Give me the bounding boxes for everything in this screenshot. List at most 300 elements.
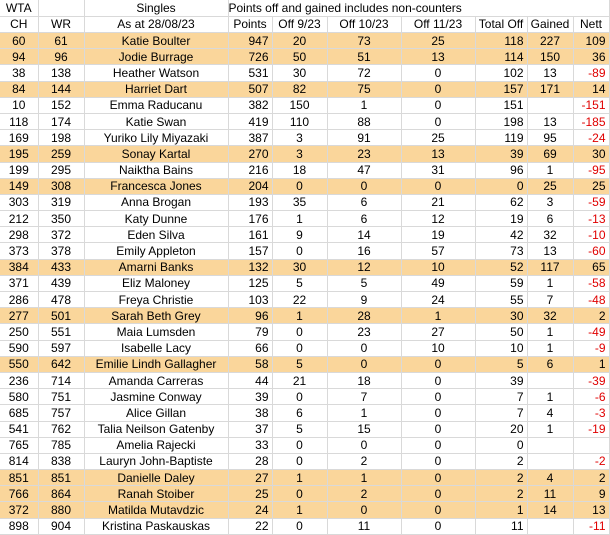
cell-name: Talia Neilson Gatenby [84, 421, 228, 437]
cell-name: Anna Brogan [84, 194, 228, 210]
header-off-11: Off 11/23 [401, 16, 475, 33]
cell-nett: 65 [573, 259, 609, 275]
table-row [0, 65, 609, 81]
cell-gained: 13 [527, 65, 573, 81]
cell-name: Lauryn John-Baptiste [84, 453, 228, 469]
cell-off-10: 72 [327, 65, 401, 81]
cell-wr: 751 [38, 389, 84, 405]
cell-points: 161 [228, 227, 272, 243]
header-nett: Nett [573, 16, 609, 33]
table-row [0, 518, 609, 534]
cell-total-off: 30 [475, 308, 527, 324]
cell-off-10: 15 [327, 421, 401, 437]
cell-wr: 198 [38, 130, 84, 146]
cell-off-9: 30 [272, 65, 327, 81]
cell-total-off: 0 [475, 437, 527, 453]
cell-off-10: 0 [327, 340, 401, 356]
cell-nett: 13 [573, 502, 609, 518]
cell-name: Freya Christie [84, 292, 228, 308]
header-points-note: Points off and gained includes non-counters [228, 0, 609, 16]
cell-off-10: 47 [327, 162, 401, 178]
cell-nett: 2 [573, 470, 609, 486]
cell-gained [527, 372, 573, 388]
cell-off-10: 12 [327, 259, 401, 275]
cell-off-11: 31 [401, 162, 475, 178]
cell-name: Harriet Dart [84, 81, 228, 97]
cell-gained: 227 [527, 33, 573, 49]
cell-gained [527, 518, 573, 534]
cell-total-off: 2 [475, 486, 527, 502]
cell-wta: 149 [0, 178, 38, 194]
header-singles: Singles [84, 0, 228, 16]
cell-wta: 384 [0, 259, 38, 275]
table-row [0, 470, 609, 486]
cell-points: 382 [228, 97, 272, 113]
cell-off-10: 6 [327, 194, 401, 210]
cell-name: Katie Boulter [84, 33, 228, 49]
cell-wta: 169 [0, 130, 38, 146]
cell-wta: 685 [0, 405, 38, 421]
table-row [0, 227, 609, 243]
cell-wta: 118 [0, 113, 38, 129]
cell-points: 157 [228, 243, 272, 259]
cell-nett: -151 [573, 97, 609, 113]
table-row [0, 372, 609, 388]
cell-off-9: 1 [272, 211, 327, 227]
cell-total-off: 198 [475, 113, 527, 129]
cell-nett: -60 [573, 243, 609, 259]
cell-wta: 199 [0, 162, 38, 178]
cell-off-10: 14 [327, 227, 401, 243]
cell-points: 193 [228, 194, 272, 210]
cell-points: 726 [228, 49, 272, 65]
cell-off-11: 0 [401, 470, 475, 486]
cell-total-off: 11 [475, 518, 527, 534]
cell-name: Francesca Jones [84, 178, 228, 194]
cell-off-10: 0 [327, 178, 401, 194]
cell-nett [573, 437, 609, 453]
cell-wta: 898 [0, 518, 38, 534]
table-row [0, 49, 609, 65]
cell-off-11: 12 [401, 211, 475, 227]
header-off-10: Off 10/23 [327, 16, 401, 33]
cell-off-11: 0 [401, 113, 475, 129]
cell-wta: 94 [0, 49, 38, 65]
cell-nett: -59 [573, 194, 609, 210]
table-row [0, 502, 609, 518]
cell-gained [527, 97, 573, 113]
cell-total-off: 96 [475, 162, 527, 178]
cell-off-9: 0 [272, 453, 327, 469]
cell-wta: 60 [0, 33, 38, 49]
table-row [0, 243, 609, 259]
cell-name: Yuriko Lily Miyazaki [84, 130, 228, 146]
cell-total-off: 62 [475, 194, 527, 210]
table-row [0, 453, 609, 469]
cell-off-9: 1 [272, 502, 327, 518]
table-row [0, 178, 609, 194]
cell-wr: 295 [38, 162, 84, 178]
cell-wta: 277 [0, 308, 38, 324]
cell-total-off: 157 [475, 81, 527, 97]
cell-total-off: 151 [475, 97, 527, 113]
cell-off-10: 2 [327, 453, 401, 469]
cell-off-11: 0 [401, 502, 475, 518]
cell-gained: 32 [527, 227, 573, 243]
cell-nett: -19 [573, 421, 609, 437]
cell-wr: 597 [38, 340, 84, 356]
cell-wta: 550 [0, 356, 38, 372]
header-off-9: Off 9/23 [272, 16, 327, 33]
table-row [0, 146, 609, 162]
table-row [0, 113, 609, 129]
cell-wta: 298 [0, 227, 38, 243]
cell-off-11: 10 [401, 340, 475, 356]
table-row [0, 340, 609, 356]
cell-points: 25 [228, 486, 272, 502]
cell-off-10: 73 [327, 33, 401, 49]
cell-off-10: 51 [327, 49, 401, 65]
cell-name: Eden Silva [84, 227, 228, 243]
cell-off-9: 50 [272, 49, 327, 65]
header-points: Points [228, 16, 272, 33]
cell-wta: 10 [0, 97, 38, 113]
cell-total-off: 118 [475, 33, 527, 49]
cell-nett: 2 [573, 308, 609, 324]
cell-wr: 372 [38, 227, 84, 243]
header-row-2 [0, 16, 609, 33]
cell-nett: -3 [573, 405, 609, 421]
cell-points: 58 [228, 356, 272, 372]
cell-wta: 371 [0, 275, 38, 291]
cell-wr: 144 [38, 81, 84, 97]
cell-wta: 541 [0, 421, 38, 437]
cell-off-9: 0 [272, 437, 327, 453]
cell-name: Amarni Banks [84, 259, 228, 275]
cell-off-10: 0 [327, 356, 401, 372]
cell-off-11: 1 [401, 308, 475, 324]
cell-points: 387 [228, 130, 272, 146]
cell-off-9: 5 [272, 275, 327, 291]
cell-total-off: 7 [475, 405, 527, 421]
cell-off-11: 24 [401, 292, 475, 308]
cell-name: Amanda Carreras [84, 372, 228, 388]
cell-wta: 851 [0, 470, 38, 486]
table-row [0, 97, 609, 113]
cell-total-off: 5 [475, 356, 527, 372]
cell-points: 204 [228, 178, 272, 194]
cell-wta: 303 [0, 194, 38, 210]
cell-off-11: 27 [401, 324, 475, 340]
cell-off-9: 5 [272, 356, 327, 372]
cell-nett: -39 [573, 372, 609, 388]
cell-off-9: 1 [272, 308, 327, 324]
cell-wr: 433 [38, 259, 84, 275]
cell-gained: 117 [527, 259, 573, 275]
cell-total-off: 42 [475, 227, 527, 243]
cell-wta: 84 [0, 81, 38, 97]
cell-points: 125 [228, 275, 272, 291]
cell-off-10: 23 [327, 146, 401, 162]
header-row-1 [0, 0, 609, 16]
cell-off-9: 0 [272, 243, 327, 259]
cell-off-10: 7 [327, 389, 401, 405]
table-row [0, 308, 609, 324]
cell-off-11: 57 [401, 243, 475, 259]
cell-wr: 851 [38, 470, 84, 486]
cell-wta: 580 [0, 389, 38, 405]
cell-gained [527, 453, 573, 469]
cell-gained: 1 [527, 340, 573, 356]
cell-points: 44 [228, 372, 272, 388]
cell-points: 27 [228, 470, 272, 486]
cell-wr: 478 [38, 292, 84, 308]
cell-wr: 642 [38, 356, 84, 372]
cell-total-off: 114 [475, 49, 527, 65]
cell-off-10: 28 [327, 308, 401, 324]
cell-nett: -95 [573, 162, 609, 178]
cell-off-9: 0 [272, 518, 327, 534]
cell-off-11: 0 [401, 65, 475, 81]
cell-off-9: 1 [272, 470, 327, 486]
cell-off-11: 25 [401, 130, 475, 146]
table-row [0, 324, 609, 340]
cell-name: Heather Watson [84, 65, 228, 81]
cell-name: Katy Dunne [84, 211, 228, 227]
cell-off-11: 0 [401, 486, 475, 502]
cell-off-9: 0 [272, 340, 327, 356]
cell-total-off: 1 [475, 502, 527, 518]
cell-off-10: 18 [327, 372, 401, 388]
cell-off-11: 13 [401, 49, 475, 65]
cell-gained: 25 [527, 178, 573, 194]
cell-points: 24 [228, 502, 272, 518]
cell-gained: 32 [527, 308, 573, 324]
cell-points: 38 [228, 405, 272, 421]
header-as-at: As at 28/08/23 [84, 16, 228, 33]
cell-gained: 69 [527, 146, 573, 162]
cell-wr: 762 [38, 421, 84, 437]
cell-gained: 13 [527, 243, 573, 259]
cell-points: 132 [228, 259, 272, 275]
cell-off-11: 0 [401, 453, 475, 469]
cell-wta: 38 [0, 65, 38, 81]
cell-wr: 714 [38, 372, 84, 388]
cell-points: 947 [228, 33, 272, 49]
cell-off-9: 110 [272, 113, 327, 129]
cell-gained: 1 [527, 389, 573, 405]
header-wta: WTA [0, 0, 38, 16]
cell-wr: 501 [38, 308, 84, 324]
cell-wr: 378 [38, 243, 84, 259]
cell-off-9: 0 [272, 324, 327, 340]
cell-off-11: 0 [401, 356, 475, 372]
cell-off-10: 11 [327, 518, 401, 534]
cell-total-off: 50 [475, 324, 527, 340]
cell-nett: -13 [573, 211, 609, 227]
cell-name: Emma Raducanu [84, 97, 228, 113]
cell-total-off: 39 [475, 146, 527, 162]
header-ch: CH [0, 16, 38, 33]
cell-points: 216 [228, 162, 272, 178]
cell-points: 33 [228, 437, 272, 453]
cell-off-11: 49 [401, 275, 475, 291]
cell-off-9: 21 [272, 372, 327, 388]
cell-wta: 590 [0, 340, 38, 356]
cell-name: Jodie Burrage [84, 49, 228, 65]
cell-gained: 1 [527, 324, 573, 340]
cell-wr: 319 [38, 194, 84, 210]
cell-gained: 150 [527, 49, 573, 65]
cell-wr: 785 [38, 437, 84, 453]
cell-wr: 439 [38, 275, 84, 291]
cell-wta: 765 [0, 437, 38, 453]
cell-off-11: 25 [401, 33, 475, 49]
cell-gained: 7 [527, 292, 573, 308]
cell-off-9: 35 [272, 194, 327, 210]
cell-nett: -49 [573, 324, 609, 340]
table-row [0, 486, 609, 502]
cell-off-10: 0 [327, 437, 401, 453]
cell-off-11: 19 [401, 227, 475, 243]
cell-wta: 372 [0, 502, 38, 518]
table-row [0, 259, 609, 275]
cell-off-9: 3 [272, 130, 327, 146]
cell-total-off: 59 [475, 275, 527, 291]
cell-wr: 152 [38, 97, 84, 113]
cell-off-10: 1 [327, 405, 401, 421]
cell-off-10: 1 [327, 97, 401, 113]
cell-off-10: 2 [327, 486, 401, 502]
cell-total-off: 39 [475, 372, 527, 388]
cell-wta: 212 [0, 211, 38, 227]
cell-total-off: 0 [475, 178, 527, 194]
cell-nett: 36 [573, 49, 609, 65]
cell-gained: 4 [527, 470, 573, 486]
cell-off-11: 0 [401, 97, 475, 113]
cell-gained: 95 [527, 130, 573, 146]
cell-name: Emily Appleton [84, 243, 228, 259]
cell-off-9: 18 [272, 162, 327, 178]
cell-nett: 1 [573, 356, 609, 372]
cell-name: Danielle Daley [84, 470, 228, 486]
cell-off-9: 0 [272, 389, 327, 405]
cell-off-10: 0 [327, 502, 401, 518]
cell-gained: 1 [527, 162, 573, 178]
cell-off-9: 30 [272, 259, 327, 275]
cell-nett: 25 [573, 178, 609, 194]
cell-nett: -58 [573, 275, 609, 291]
table-row [0, 211, 609, 227]
cell-nett: 30 [573, 146, 609, 162]
cell-total-off: 73 [475, 243, 527, 259]
cell-gained: 6 [527, 356, 573, 372]
cell-name: Alice Gillan [84, 405, 228, 421]
cell-off-11: 0 [401, 405, 475, 421]
cell-off-10: 1 [327, 470, 401, 486]
header-gained: Gained [527, 16, 573, 33]
table-row [0, 292, 609, 308]
cell-name: Amelia Rajecki [84, 437, 228, 453]
cell-gained: 14 [527, 502, 573, 518]
cell-name: Isabelle Lacy [84, 340, 228, 356]
cell-total-off: 20 [475, 421, 527, 437]
cell-wr: 96 [38, 49, 84, 65]
cell-off-11: 0 [401, 81, 475, 97]
cell-off-9: 0 [272, 178, 327, 194]
cell-nett: 9 [573, 486, 609, 502]
cell-nett: -6 [573, 389, 609, 405]
cell-name: Naiktha Bains [84, 162, 228, 178]
cell-off-11: 0 [401, 372, 475, 388]
table-row [0, 81, 609, 97]
cell-nett: -89 [573, 65, 609, 81]
cell-wr: 308 [38, 178, 84, 194]
cell-off-9: 5 [272, 421, 327, 437]
cell-off-10: 91 [327, 130, 401, 146]
cell-wr: 350 [38, 211, 84, 227]
cell-off-9: 9 [272, 227, 327, 243]
table-row [0, 130, 609, 146]
cell-name: Kristina Paskauskas [84, 518, 228, 534]
cell-off-11: 13 [401, 146, 475, 162]
cell-off-10: 9 [327, 292, 401, 308]
cell-gained [527, 437, 573, 453]
cell-off-9: 22 [272, 292, 327, 308]
cell-nett: -10 [573, 227, 609, 243]
cell-points: 531 [228, 65, 272, 81]
cell-name: Emilie Lindh Gallagher [84, 356, 228, 372]
cell-name: Eliz Maloney [84, 275, 228, 291]
cell-total-off: 10 [475, 340, 527, 356]
header-blank [38, 0, 84, 16]
table-row [0, 389, 609, 405]
cell-wr: 551 [38, 324, 84, 340]
cell-wr: 864 [38, 486, 84, 502]
cell-off-11: 0 [401, 437, 475, 453]
cell-wta: 373 [0, 243, 38, 259]
cell-total-off: 2 [475, 470, 527, 486]
cell-wr: 904 [38, 518, 84, 534]
cell-wta: 195 [0, 146, 38, 162]
cell-total-off: 19 [475, 211, 527, 227]
cell-off-9: 150 [272, 97, 327, 113]
cell-gained: 3 [527, 194, 573, 210]
cell-points: 176 [228, 211, 272, 227]
table-row [0, 275, 609, 291]
cell-off-11: 0 [401, 421, 475, 437]
cell-name: Katie Swan [84, 113, 228, 129]
cell-total-off: 55 [475, 292, 527, 308]
cell-points: 37 [228, 421, 272, 437]
cell-off-11: 0 [401, 518, 475, 534]
cell-nett: -11 [573, 518, 609, 534]
cell-name: Maia Lumsden [84, 324, 228, 340]
cell-wta: 766 [0, 486, 38, 502]
cell-points: 419 [228, 113, 272, 129]
cell-gained: 6 [527, 211, 573, 227]
header-wr: WR [38, 16, 84, 33]
cell-wr: 61 [38, 33, 84, 49]
cell-name: Sonay Kartal [84, 146, 228, 162]
cell-off-11: 0 [401, 178, 475, 194]
cell-points: 96 [228, 308, 272, 324]
cell-nett: -185 [573, 113, 609, 129]
cell-gained: 1 [527, 421, 573, 437]
cell-wr: 174 [38, 113, 84, 129]
cell-points: 66 [228, 340, 272, 356]
cell-wr: 880 [38, 502, 84, 518]
